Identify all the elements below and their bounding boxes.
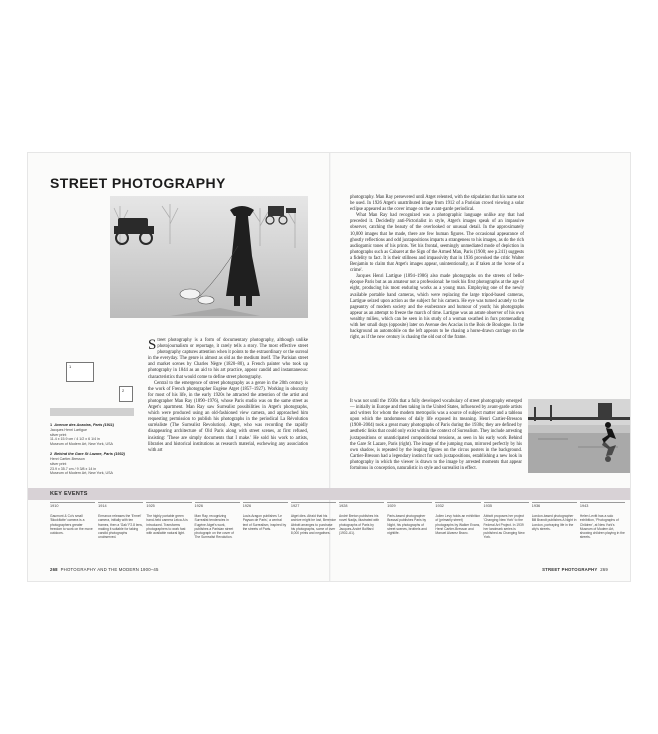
caption-number: 2 <box>50 452 53 457</box>
photo-gare-st-lazare <box>528 399 630 473</box>
caption-line: silver print <box>50 432 67 437</box>
caption-1 <box>50 423 136 446</box>
page-title: STREET PHOTOGRAPHY <box>50 175 226 191</box>
key-event-text: Ermanox releases the 'Ermet' camera, initially with ten frames, then a 'Gak' F2.8 lens, making it suitable for taking candid photographs unobserved. <box>98 514 143 540</box>
captions <box>50 423 136 482</box>
body-column-2-continued <box>350 399 522 472</box>
key-event-text: The highly portable green hand-held camera Leica A is introduced. Transforms photographers to work fast with available natural light. <box>146 514 188 536</box>
key-event-text: Abbott proposes her project 'Changing New York' to the Federal Art Project. In 1939 her landmark series is published as Changing New York. <box>483 514 525 540</box>
book-spread <box>28 153 630 581</box>
body-paragraph: Central to the emergence of street photography as a genre in the 20th century is the work of French photographer Eugène Atget (1857–1927). Working in obscurity for most of his life, in the early 1920s he attracted the attention of the artist and photographer Man Ray (1890–1976), whose Paris studio was on the same street as Atget's apartment. Man Ray saw Surrealist possibilities in Atget's photographs, which were produced using an old-fashioned view camera, and approached him requesting permission to publish his photographs in the periodical La Révolution surréaliste (The Surrealist Revolution). Atget, who was recording the rapidly disappearing architecture of Old Paris along with street scenes, at first refused, insisting: 'These are simply documents that I make.' He sold his work to artists, libraries and historical institutions as research material, eschewing any association with art <box>148 380 308 453</box>
key-event-text: Louis Aragon publishes 'Le Paysan de Paris', a central text of Surrealism, inspired by the streets of Paris. <box>242 514 287 531</box>
key-event-year: 1928 <box>339 502 384 510</box>
key-event-text: Julien Levy holds an exhibition of (primarily street) photographs by Walker Evans, Henri Cartier-Bresson and Manuel Alvarez Bravo. <box>435 514 481 536</box>
caption-title: Avenue des Acacias, Paris (1911) <box>54 423 114 427</box>
footer-left <box>50 567 159 572</box>
key-event-year: 1910 <box>50 502 95 510</box>
key-event-text: Man Ray, recognizing Surrealist tendencies in Eugène Atget's work, publishes a Parisian street photograph on the cover of The Surrealist Revolution. <box>194 514 234 540</box>
caption-2 <box>50 452 136 475</box>
body-paragraph: What Man Ray had recognized was a photographic language unlike any that had preceded it. Decidedly anti-Pictorialist in style, Atget's images speak of an impassive observer, catching the beauty of the overlooked or unusual detail. In the approximately 10,000 images that he made, there are few human figures. The occasional appearance of ghostly reflections and odd juxtapositions imparts a strangeness to his images, as do the rich audiogamic tones of his prints. Yet his frontal, seemingly unmediated mode of depiction in photographs such as Cabaret at the Sign of the Armed Man, Paris (1900; see p.241) suggests a fidelity to fact. It is their stillness and impassivity that in 1936 provoked the critic Walter Benjamin to claim that Atget's images appear, unintentionally, as if taken at the 'scene of a crime'. <box>350 213 524 274</box>
key-event-year: 1936 <box>532 502 577 510</box>
key-event-year: 1926 <box>243 502 288 510</box>
key-event-year: 1943 <box>580 502 625 510</box>
body-paragraph: treet photography is a form of documentary photography, although unlike photojournalism or reportage, it rarely tells a story. The most effective street photography captures attention when it points to the extraordinary or the surreal in the everyday. The genre is almost as old as the medium itself. The Parisian street and market scenes by Charles Nègre (1820–80), a French painter who took up photography in 1844 as an aid to his art practice, appear candid and instantaneous: characteristics that would come to define street photography. <box>148 338 308 380</box>
key-events-title: KEY EVENTS <box>50 491 88 497</box>
caption-line: silver print <box>50 461 67 466</box>
key-event-text: Atget dies. Afraid that his archive might be lost, Berenice Abbott arranges to purchase his photographs, some of over 8,000 prints and negatives. <box>290 514 336 536</box>
key-event-year: 1935 <box>484 502 529 510</box>
body-paragraph: It was not until the 1930s that a fully developed vocabulary of street photography emerged — initially in Europe and then taking in the United States, influenced by avant-garde artists and writers for whom the modern metropolis was a source of subject matter and a tableau upon which the randomness of daily life exposed its meaning. Henri Cartier-Bresson (1908–2004) took a great many photographs of Paris during the 1930s; they are defined by aesthetic links that could only exist within the context of Surrealism. They include arresting juxtapositions or unanticipated compositional tensions, as seen in his early work Behind the Gare St Lazare, Paris (right). The image of the jumping man, mirrored perfectly by his own shadow, is repeated by the leaping figures on the circus posters in the background. Cartier-Bresson had a legendary instinct for such juxtapositions, establishing a new look in photography in which the viewer is drawn to the image by arrested moments that appear fortuitous in conception, naturalistic in style and surrealist in effect. <box>350 399 523 472</box>
key-event-text: Helen Levitt has a solo exhibition, 'Photographs of Children', at New York's Museum of Modern Art, showing children playing in the streets. <box>579 514 625 540</box>
key-event-year: 1914 <box>98 502 143 510</box>
footer-right <box>542 567 608 572</box>
key-event-year: 1932 <box>435 502 480 510</box>
page-number-left: 268 <box>50 567 58 572</box>
caption-rule <box>50 408 134 416</box>
key-event-text: London-based photographer Bill Brandt publishes A Night in London, portraying life in the city's streets. <box>531 514 577 531</box>
key-event-year: 1926 <box>195 502 240 510</box>
key-event-text: André Breton publishes his novel Nadja, illustrated with photographs of Paris by Jacques-André Boiffard (1902–61). <box>339 514 380 536</box>
key-events-years <box>50 502 628 510</box>
drop-cap: S <box>148 337 157 353</box>
locator-box-1: 1 <box>66 362 94 382</box>
photo-avenue-des-acacias <box>110 196 308 318</box>
key-events-bar <box>28 488 630 500</box>
caption-line: 11.4 x 15.9 cm / 4 1/2 x 6 1/4 in <box>50 437 100 442</box>
key-event-year: 1925 <box>146 502 191 510</box>
caption-line: Jacques Henri Lartigue <box>50 428 87 432</box>
caption-title: Behind the Gare St Lazare, Paris (1932) <box>54 452 125 457</box>
locator-box-2: 2 <box>119 386 133 402</box>
key-event-year: 1929 <box>387 502 432 510</box>
body-column-1 <box>148 338 308 454</box>
caption-line: Museum of Modern Art, New York, USA <box>50 471 113 476</box>
key-event-year: 1927 <box>291 502 336 510</box>
caption-line: Museum of Modern Art, New York, USA <box>50 441 113 446</box>
key-events-texts <box>50 514 628 540</box>
body-paragraph: photography. Man Ray persevered until Atget relented, with the stipulation that his name not be used. In 1926 Atget's unattributed image from 1912 of a Parisian crowd viewing a solar eclipse appeared as the cover image on the avant-garde periodical. <box>350 195 524 213</box>
caption-line: 23.9 x 35.7 cm / 9 3/8 x 14 in <box>50 466 97 471</box>
caption-number: 1 <box>50 423 53 427</box>
body-column-2 <box>350 195 524 341</box>
footer-section-label: PHOTOGRAPHY AND THE MODERN 1900–45 <box>60 567 159 572</box>
caption-line: Henri Cartier-Bresson <box>50 457 85 462</box>
page-number-right: 269 <box>600 567 608 572</box>
key-event-text: Gaumont & Co's small 'Blockflotte' camera is a photographers greater freedom to work on the move outdoors. <box>50 514 93 536</box>
key-event-text: Paris-based photographer Brassaï publishes Paris by Night, his photographs of street scenes, brothels and nightlife. <box>387 514 427 536</box>
footer-chapter-label: STREET PHOTOGRAPHY <box>542 567 598 572</box>
body-paragraph: Jacques Henri Lartigue (1894–1986) also made photographs on the streets of belle-époque Paris but as an amateur not a professional: he took his first photographs at the age of eight, producing his most enduring works as a young man. Employing one of the newly available portable hand cameras, which were replacing the large tripod-based cameras, Lartigue seized upon action as the subject for his camera. He eye was turned acutely to the pageantry of modern society and the exuberance and humour of youth; his photographs appear as an attempt to freeze the march of time. Lartigue was an astute observer of his own wealthy milieu, which can be seen in his study of a woman swathed in furs promenading with her small dogs (opposite) later on Avenue des Acacias in the Bois de Boulogne. In the background an automobile on the left appears to be chasing a horse-drawn carriage on the right, as if the new century is chasing the old out of the frame. <box>350 274 524 341</box>
